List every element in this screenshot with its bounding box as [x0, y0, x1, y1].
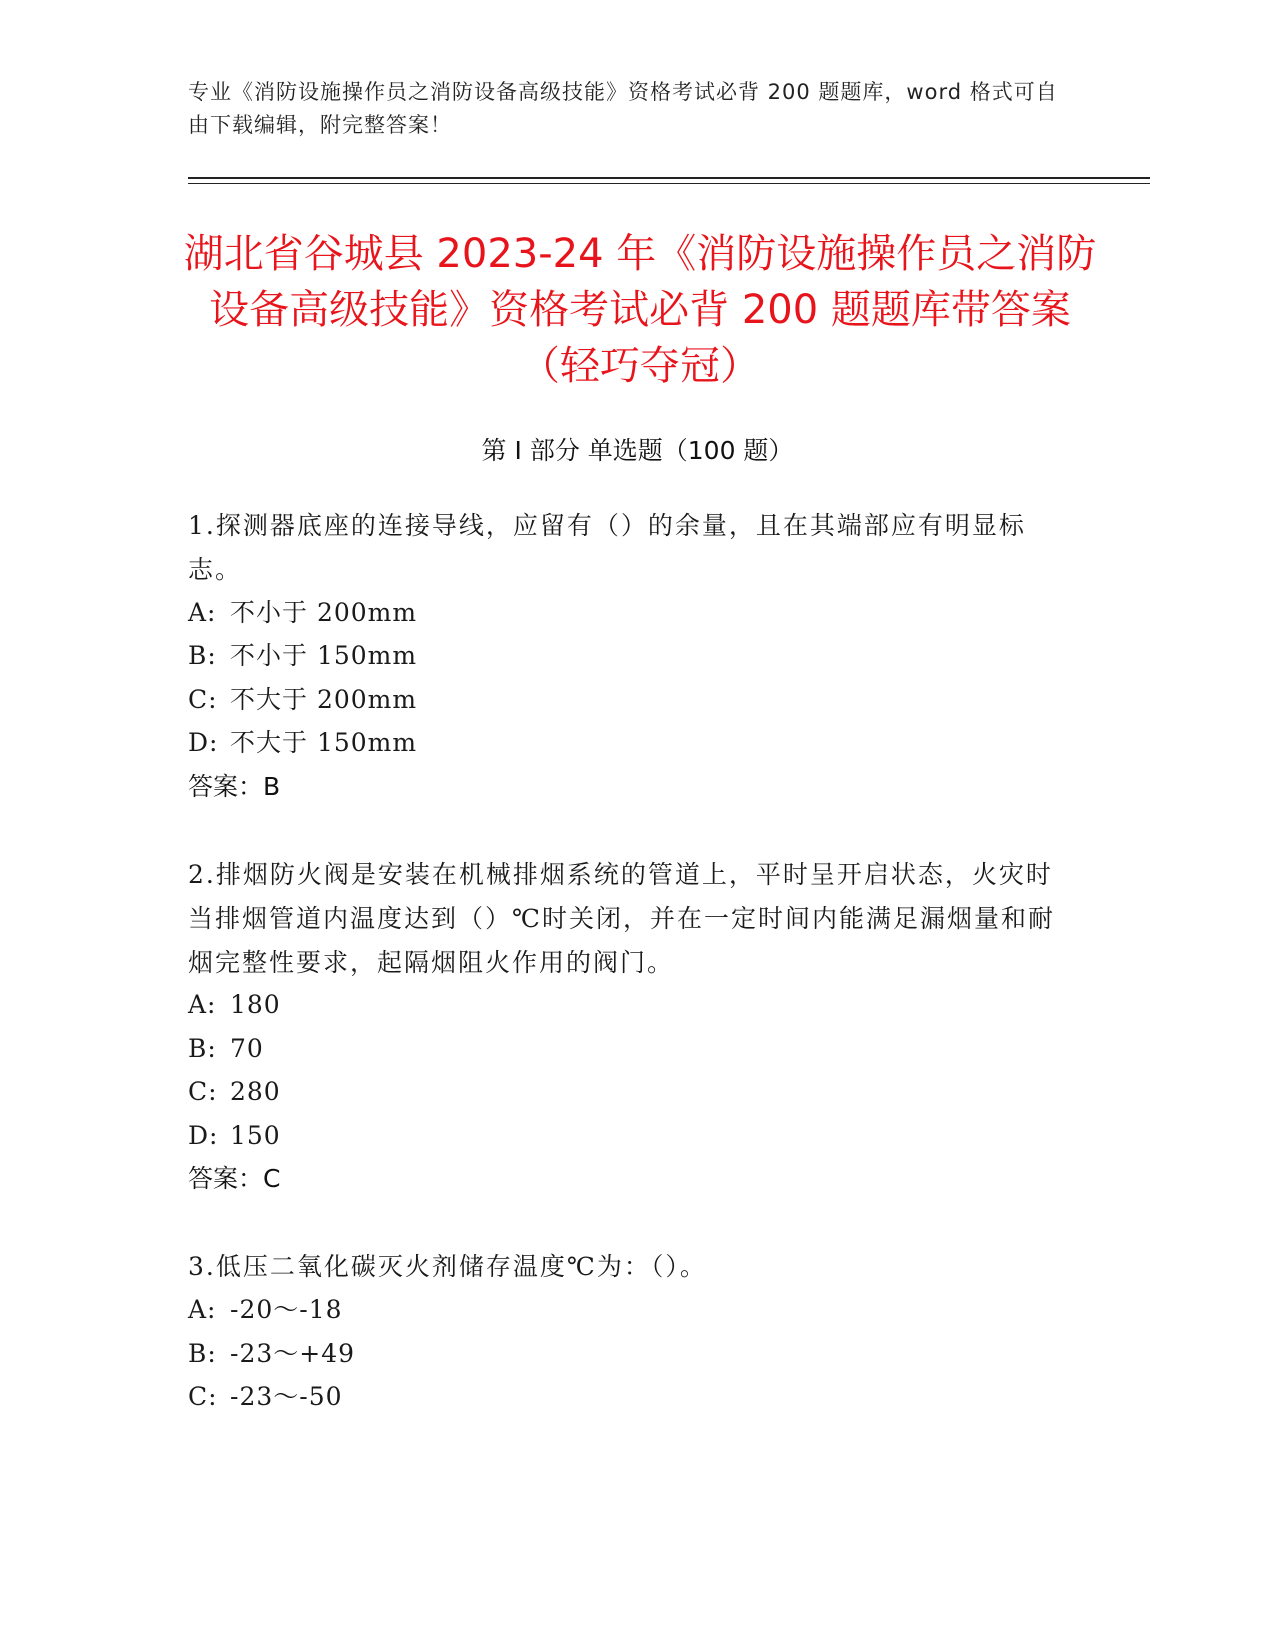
option-letter: A:	[188, 990, 217, 1019]
option-b	[188, 1332, 355, 1376]
option-c	[188, 1375, 343, 1419]
option-d	[188, 1114, 281, 1158]
option-c	[188, 678, 417, 722]
option-d	[188, 721, 417, 765]
section-title: 第 I 部分 单选题（100 题）	[481, 436, 794, 465]
option-text: -20～-18	[230, 1295, 343, 1324]
option-text: 180	[230, 990, 281, 1019]
option-text: -23～+49	[230, 1339, 356, 1368]
document-title: 湖北省谷城县 2023-24 年《消防设施操作员之消防设备高级技能》资格考试必背 200 题题库带答案（轻巧夺冠）	[183, 231, 1097, 389]
option-text: 不大于 150mm	[230, 728, 418, 757]
option-letter: C:	[188, 1077, 218, 1106]
option-letter: C:	[188, 685, 218, 714]
option-text: 不小于 200mm	[230, 598, 418, 627]
option-text: 70	[230, 1034, 264, 1063]
header-divider-thick	[188, 177, 1150, 179]
option-a	[188, 983, 281, 1027]
option-letter: C:	[188, 1382, 218, 1411]
option-a	[188, 591, 417, 635]
option-b	[188, 1027, 264, 1071]
option-letter: B:	[188, 1034, 217, 1063]
option-letter: B:	[188, 641, 217, 670]
answer-line: 答案：B	[188, 772, 281, 801]
option-text: 280	[230, 1077, 281, 1106]
option-a	[188, 1288, 343, 1332]
option-letter: D:	[188, 1121, 219, 1150]
option-letter: B:	[188, 1339, 217, 1368]
question-stem: 2.排烟防火阀是安装在机械排烟系统的管道上，平时呈开启状态，火灾时当排烟管道内温度达到（）℃时关闭，并在一定时间内能满足漏烟量和耐烟完整性要求，起隔烟阻火作用的阀门。	[188, 860, 1055, 977]
question-stem: 1.探测器底座的连接导线，应留有（）的余量，且在其端部应有明显标志。	[188, 511, 1026, 584]
option-text: 不大于 200mm	[230, 685, 418, 714]
option-text: 不小于 150mm	[230, 641, 418, 670]
option-letter: A:	[188, 1295, 217, 1324]
option-letter: A:	[188, 598, 217, 627]
option-text: -23～-50	[230, 1382, 343, 1411]
header-divider-thin	[188, 183, 1150, 184]
option-letter: D:	[188, 728, 219, 757]
option-text: 150	[230, 1121, 281, 1150]
question-stem: 3.低压二氧化碳灭火剂储存温度℃为：（）。	[188, 1252, 707, 1281]
answer-line: 答案：C	[188, 1164, 281, 1193]
header-note: 专业《消防设施操作员之消防设备高级技能》资格考试必背 200 题题库，word 格式可自由下载编辑，附完整答案！	[188, 80, 1058, 137]
option-c	[188, 1070, 281, 1114]
option-b	[188, 634, 417, 678]
